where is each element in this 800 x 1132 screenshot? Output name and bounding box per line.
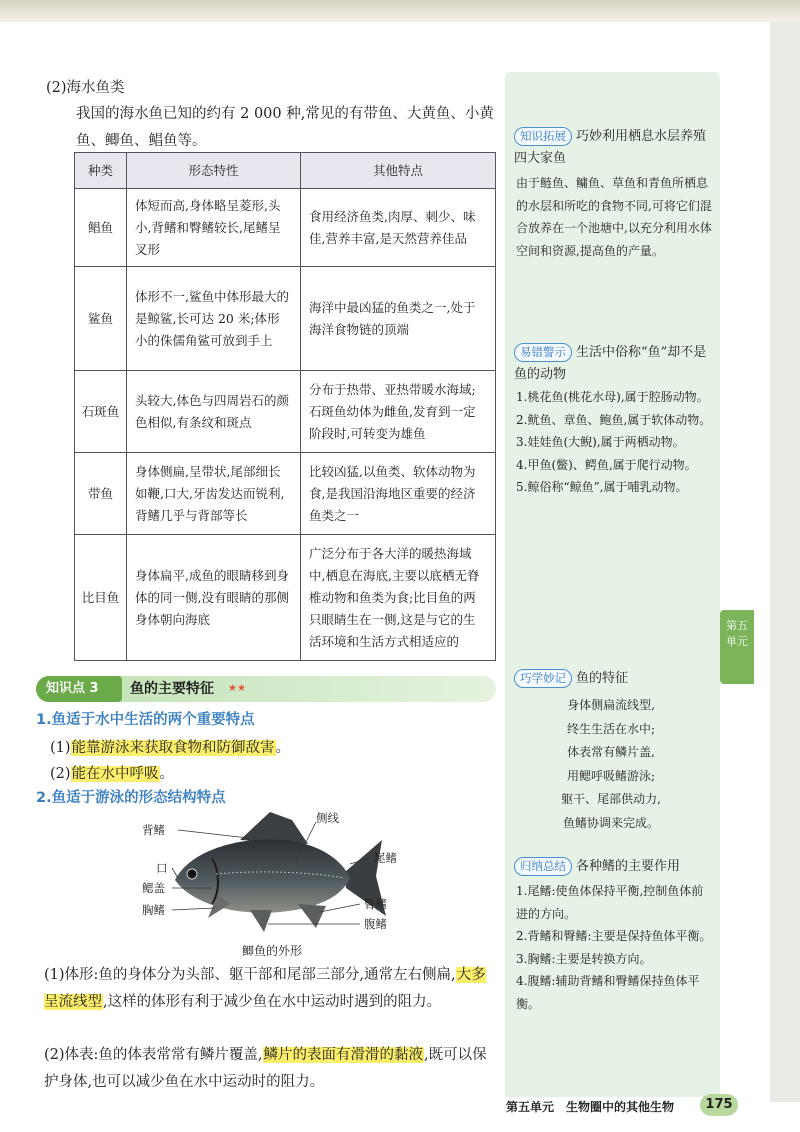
label-anal-fin: 臀鳍 (364, 897, 387, 911)
table-header: 种类 (75, 153, 127, 189)
highlight-text: 大多呈流线型 (44, 967, 486, 1010)
table-header-row (75, 153, 496, 189)
footer-chapter: 第五单元 生物圈中的其他生物 (506, 1100, 675, 1114)
list-item: 3.娃娃鱼(大鲵),属于两栖动物。 (516, 435, 685, 449)
knowledge-point-tag: 知识点 3 (36, 676, 122, 702)
table-row (75, 371, 496, 453)
warning-list (516, 386, 712, 499)
warning-box-heading (514, 342, 714, 386)
list-item: 5.鲸俗称“鲸鱼”,属于哺乳动物。 (516, 480, 688, 494)
fish-other: 比较凶猛,以鱼类、软体动物为食,是我国沿海地区重要的经济鱼类之一 (301, 453, 496, 535)
fish-other: 海洋中最凶猛的鱼类之一,处于海洋食物链的顶端 (301, 267, 496, 371)
star-icon: ★★ (228, 683, 246, 694)
point2-heading: 2.鱼适于游泳的形态结构特点 (36, 790, 226, 806)
anal-fin-shape (298, 904, 326, 928)
label-pectoral-fin: 胸鳍 (142, 903, 165, 917)
highlight-text: 鳞片的表面有滑滑的黏液 (263, 1047, 424, 1063)
table-row (75, 267, 496, 371)
poem-line: 身体侧扁流线型, (567, 698, 655, 712)
fish-other: 食用经济鱼类,肉厚、刺少、味佳,营养丰富,是天然营养佳品 (301, 189, 496, 267)
fish-form: 头较大,体色与四周岩石的颜色相似,有条纹和斑点 (127, 371, 301, 453)
summary-list (516, 880, 712, 1015)
summary-box-heading (514, 856, 714, 878)
table-row (75, 189, 496, 267)
table-header: 其他特点 (301, 153, 496, 189)
fish-kind: 鲳鱼 (75, 189, 127, 267)
memory-title: 鱼的特征 (576, 671, 629, 686)
summary-title: 各种鳍的主要作用 (576, 859, 681, 874)
point1-heading: 1.鱼适于水中生活的两个重要特点 (36, 712, 255, 728)
highlight-text: 能在水中呼吸 (71, 766, 159, 782)
carp-figure (120, 800, 420, 960)
fish-kind: 鲨鱼 (75, 267, 127, 371)
list-item: 3.胸鳍:主要是转换方向。 (516, 951, 652, 966)
page-top-band (0, 0, 800, 22)
chapter-tab[interactable]: 第五单元 (720, 610, 754, 684)
point1-item1 (50, 736, 290, 757)
memory-box-heading (514, 668, 714, 690)
item-number: (1) (50, 740, 71, 756)
section-intro: 我国的海水鱼已知的约有 2 000 种,常见的有带鱼、大黄鱼、小黄鱼、鲫鱼、鲳鱼等。 (76, 106, 494, 149)
fish-form: 身体扁平,成鱼的眼睛移到身体的同一侧,没有眼睛的那侧身体朝向海底 (127, 535, 301, 661)
table-header: 形态特性 (127, 153, 301, 189)
memory-poem (516, 694, 706, 835)
para-text: (2)体表:鱼的体表常常有鳞片覆盖, (44, 1047, 263, 1063)
expand-body: 由于鲢鱼、鳙鱼、草鱼和青鱼所栖息的水层和所吃的食物不同,可将它们混合放养在一个池塘中,以充分利用水体空间和资源,提高鱼的产量。 (516, 176, 712, 258)
poem-line: 鱼鳍协调来完成。 (562, 815, 659, 830)
fish-body-shape (175, 839, 350, 912)
label-tail-fin: 尾鳍 (374, 851, 397, 865)
list-item: 2.背鳍和臀鳍:主要是保持鱼体平衡。 (516, 929, 712, 943)
body-surface-paragraph (44, 1042, 500, 1096)
page-number: 175 (700, 1094, 738, 1116)
list-item: 4.腹鳍:辅助背鳍和臀鳍保持鱼体平衡。 (516, 974, 700, 1011)
label-lateral-line: 侧线 (316, 811, 339, 825)
label-pelvic-fin: 腹鳍 (364, 917, 387, 931)
para-text: ,这样的体形有利于减少鱼在水中运动时遇到的阻力。 (103, 994, 442, 1010)
poem-line: 用鳃呼吸鳍游泳; (566, 768, 656, 783)
poem-line: 体表常有鳞片盖, (567, 745, 655, 759)
table-row (75, 535, 496, 661)
fish-other: 广泛分布于各大洋的暖热海域中,栖息在海底,主要以底栖无脊椎动物和鱼类为食;比目鱼的两只眼睛生在一侧,这是与它的生活环境和生活方式相适应的 (301, 535, 496, 661)
memory-tag: 巧学妙记 (514, 669, 572, 688)
body-shape-paragraph (44, 962, 500, 1016)
figure-caption: 鲫鱼的外形 (242, 944, 303, 958)
item-punct: 。 (159, 766, 175, 782)
fish-table (74, 152, 496, 661)
point1-item2 (50, 762, 174, 783)
list-item: 2.鱿鱼、章鱼、鲍鱼,属于软体动物。 (516, 412, 712, 427)
expand-tag: 知识拓展 (514, 127, 572, 146)
label-dorsal-fin: 背鳍 (142, 823, 165, 837)
list-item: 1.桃花鱼(桃花水母),属于腔肠动物。 (516, 390, 709, 404)
fish-kind: 带鱼 (75, 453, 127, 535)
highlight-text: 能靠游泳来获取食物和防御敌害 (71, 740, 275, 756)
para-text: ,既可以保护身体,也可以减少鱼在水中运动时的阻力。 (44, 1047, 487, 1090)
warning-tag: 易错警示 (514, 343, 572, 362)
knowledge-point-title: 鱼的主要特征 (130, 681, 214, 697)
label-gill-cover: 鳃盖 (142, 881, 165, 895)
fish-form: 体短而高,身体略呈菱形,头小,背鳍和臀鳍较长,尾鳍呈叉形 (127, 189, 301, 267)
eye-shape (187, 869, 197, 879)
para-text: (1)体形:鱼的身体分为头部、躯干部和尾部三部分,通常左右侧扁, (44, 967, 456, 983)
expand-box-heading (514, 126, 714, 170)
fish-other: 分布于热带、亚热带暖水海域;石斑鱼幼体为雌鱼,发育到一定阶段时,可转变为雄鱼 (301, 371, 496, 453)
poem-line: 躯干、尾部供动力, (561, 792, 661, 806)
item-number: (2) (50, 766, 71, 782)
item-punct: 。 (275, 740, 291, 756)
poem-line: 终生生活在水中; (566, 721, 656, 736)
fish-form: 体形不一,鲨鱼中体形最大的是鲸鲨,长可达 20 米;体形小的侏儒角鲨可放到手上 (127, 267, 301, 371)
fish-kind: 比目鱼 (75, 535, 127, 661)
pelvic-fin-shape (250, 910, 272, 932)
list-item: 1.尾鳍:使鱼体保持平衡,控制鱼体前进的方向。 (516, 884, 704, 921)
fish-kind: 石斑鱼 (75, 371, 127, 453)
dorsal-fin-shape (240, 812, 308, 844)
expand-title: 巧妙利用栖息水层养殖四大家鱼 (514, 129, 707, 166)
fish-form: 身体侧扁,呈带状,尾部细长如鞭,口大,牙齿发达而锐利,背鳍几乎与背部等长 (127, 453, 301, 535)
warning-title: 生活中俗称“鱼”却不是鱼的动物 (514, 345, 707, 382)
knowledge-point-bar (36, 676, 496, 702)
label-mouth: 口 (156, 861, 168, 875)
table-row (75, 453, 496, 535)
summary-tag: 归纳总结 (514, 857, 572, 876)
page-edge (770, 22, 800, 1102)
section-heading: (2)海水鱼类 (46, 80, 125, 96)
list-item: 4.甲鱼(鳖)、鳄鱼,属于爬行动物。 (516, 457, 697, 472)
